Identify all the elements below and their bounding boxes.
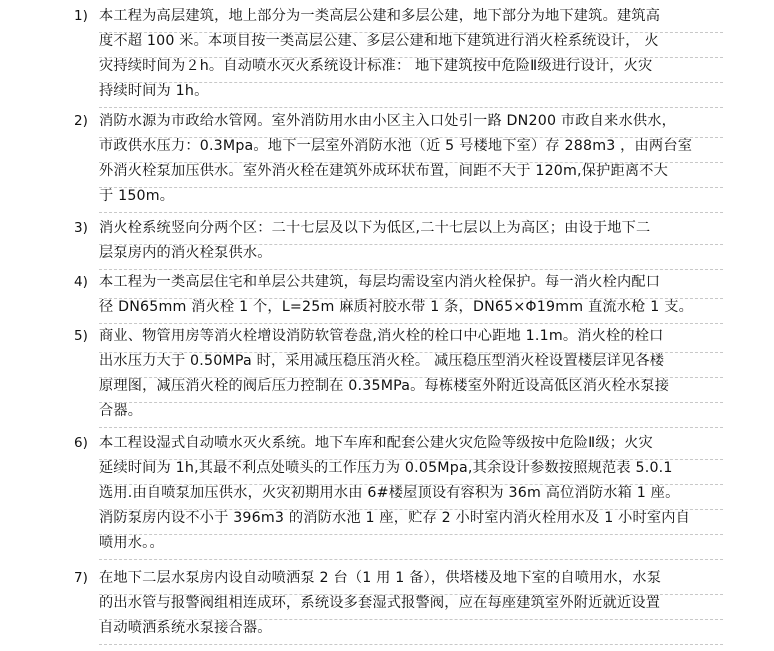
line-separator	[99, 107, 723, 108]
item-number: 4)	[74, 274, 88, 290]
item-text-line: 选用.由自喷泵加压供水，火灾初期用水由 6#楼屋顶设有容积为 36m 高位消防水箱 1 座。	[99, 485, 680, 501]
item-text-line: 本工程为一类高层住宅和单层公共建筑，每层均需设室内消火栓保护。每一消火栓内配口	[99, 274, 661, 290]
item-text-line: 延续时间为 1h,其最不利点处喷头的工作压力为 0.05Mpa,其余设计参数按照规范表 5.0.1	[99, 460, 673, 476]
item-text-line: 消防泵房内设不小于 396m3 的消防水池 1 座，贮存 2 小时室内消火栓用水及 1 小时室内自	[99, 510, 691, 526]
item-text-line: 层泵房内的消火栓泵供水。	[99, 245, 272, 261]
item-text-line: 商业、物管用房等消火栓增设消防软管卷盘,消火栓的栓口中心距地 1.1m。消火栓的栓口	[99, 328, 664, 344]
item-text-line: 在地下二层水泵房内设自动喷洒泵 2 台（1 用 1 备），供塔楼及地下室的自喷用水，水泵	[99, 570, 662, 586]
item-number: 1)	[74, 8, 88, 24]
item-text-line: 灾持续时间为２h。自动喷水灭火系统设计标准： 地下建筑按中危险Ⅱ级进行设计，火灾	[99, 58, 653, 74]
item-text-line: 市政供水压力：0.3Mpa。地下一层室外消防水池（近 5 号楼地下室）存 288m3 ，由两台室	[99, 138, 693, 154]
item-number: 5)	[74, 328, 88, 344]
line-separator	[99, 427, 723, 428]
item-number: 3)	[74, 220, 88, 236]
list-item	[74, 270, 734, 320]
list-item	[74, 566, 734, 641]
list-item	[74, 216, 734, 266]
item-text-line: 自动喷洒系统水泵接合器。	[99, 620, 272, 636]
item-text-line: 本工程设湿式自动喷水灭火系统。地下车库和配套公建火灾危险等级按中危险Ⅱ级；火灾	[99, 435, 653, 451]
item-text-line: 消防水源为市政给水管网。室外消防用水由小区主入口处引一路 DN200 市政自来水供水，	[99, 113, 676, 129]
line-separator	[99, 212, 723, 213]
item-text-line: 消火栓系统竖向分两个区：二十七层及以下为低区,二十七层以上为高区；由设于地下二	[99, 220, 651, 236]
item-text-line: 出水压力大于 0.50MPa 时，采用减压稳压消火栓。 减压稳压型消火栓设置楼层详见各楼	[99, 353, 665, 369]
item-text-line: 本工程为高层建筑，地上部分为一类高层公建和多层公建，地下部分为地下建筑。建筑高	[99, 8, 661, 24]
list-item	[74, 109, 734, 209]
item-number: 6)	[74, 435, 88, 451]
item-text-line: 度不超 100 米。本项目按一类高层公建、多层公建和地下建筑进行消火栓系统设计， 火	[99, 33, 659, 49]
item-text-line: 径 DN65mm 消火栓 1 个，L=25m 麻质衬胶水带 1 条，DN65×Φ19mm 直流水枪 1 支。	[99, 299, 693, 315]
item-text-line: 持续时间为 1h。	[99, 83, 209, 99]
list-item	[74, 324, 734, 424]
list-item	[74, 4, 734, 104]
line-separator	[99, 559, 723, 560]
item-text-line: 原理图，减压消火栓的阀后压力控制在 0.35MPa。每栋楼室外附近设高低区消火栓水泵接	[99, 378, 670, 394]
item-text-line: 于 150m。	[99, 188, 175, 204]
item-text-line: 的出水管与报警阀组相连成环，系统设多套湿式报警阀，应在每座建筑室外附近就近设置	[99, 595, 661, 611]
item-number: 7)	[74, 570, 88, 586]
item-text-line: 外消火栓泵加压供水。室外消火栓在建筑外成环状布置，间距不大于 120m,保护距离不大	[99, 163, 669, 179]
list-item	[74, 431, 734, 556]
item-number: 2)	[74, 113, 88, 129]
item-text-line: 合器。	[99, 403, 143, 419]
line-separator	[99, 644, 723, 645]
item-text-line: 喷用水。。	[99, 535, 164, 551]
